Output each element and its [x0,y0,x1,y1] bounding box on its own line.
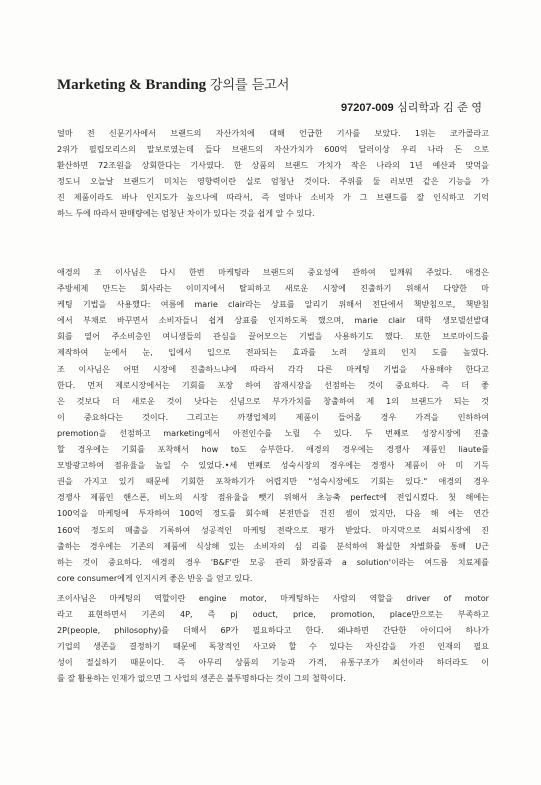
text-line: 경쟁사 제품인 핸스폰, 비노의 시장 점유율을 뺏기 위해서 초능축 perfect에 전입시켰다. 첫 해에는 [57,492,489,503]
text-line: 2위가 필립모리스의 말보로였는데 들다 브랜드의 자산가치가 600억 달러이상 우리 나라 돈 으로 [57,144,489,155]
text-line: 이 중요하다는 것이다. 그리고는 까쟁업체의 제품이 들어올 경우 가격을 인하하여 [57,411,489,422]
text-line: 기업의 생존을 결정하기 때문에 독창적인 사고와 할 수 있다는 자신감을 가진 인재의 필요 [57,641,489,652]
text-line: 케팅 기법을 사용했다: 여름에 marie clair라는 상표를 알리기 위해서 전단에서 책받침으로, 책받침 [57,299,489,310]
text-line: 제작하여 눈에서 눈, 입에서 입으로 전파되는 효과를 노려 상표의 인지 도를 높였다. [57,347,489,358]
text-line: 2P(people, philosophy)를 더해서 6P가 필요하다고 한다. 왜냐하면 간단한 아이디어 하나가 [57,625,489,636]
title-korean: 강의를 듣고서 [209,78,290,93]
text-line: 하는 것이 중요하다. 애경의 경우 'B&F'란 모공 관리 화장품과 a solution'이라는 여드름 치료제를 [57,556,489,567]
text-line: 환산하면 72조원을 상회한다는 기사였다. 한 상품의 브랜드 가치가 작은 나라의 1년 예산과 맞먹을 [57,160,489,171]
text-line: 은 것보다 더 새로운 것이 낫다는 신념으로 부가가치를 창출하여 제 1의 브랜드가 되는 것 [57,395,489,406]
text-line: 160억 정도의 매출을 기록하여 성공적인 마케팅 전략으로 평가 받았다. 마지막으로 쇠퇴시장에 진 [57,524,489,535]
text-line: 한다. 먼저 제로시장에서는 기회를 포장 하여 잠재시장을 선점하는 것이 중요하다. 즉 더 좋 [57,379,489,390]
paragraph-1 [57,125,489,222]
text-line: 조 이사님은 어떤 시장에 진출하느냐에 따라서 각각 다른 마케팅 기법을 사용해야 한다고 [57,363,489,374]
text-line: 성이 절실하기 때문이다. 즉 아무리 상품의 기능과 가격, 유통구조가 최선이라 하더라도 이 [57,657,489,668]
student-id: 97207-009 [341,102,394,114]
paragraph-3 [57,590,489,687]
text-line: 회를 열어 주소비층인 여니생들의 관심을 끌어모으는 기법을 사용하기도 했다. 또한 브로마이드를 [57,331,489,342]
text-line: 에서 부채로 바꾸면서 소비자들니 쉽게 상표를 인지하도록 했으며, marie clair 대학 생모델선발대 [57,315,489,326]
document-title [57,74,289,94]
department: 심리학과 [397,101,440,114]
author-name: 김 준 영 [443,101,482,114]
text-line: 라고 표현하면서 기존의 4P, 즉 pj oduct, price, promotion, place만으로는 부족하고 [57,609,489,620]
text-line: 출하는 경우에는 기존의 제품에 식상해 있는 소비자의 심 리를 분석하여 확실한 차별화를 통해 U근 [57,540,489,551]
author-byline [341,99,482,115]
text-line: 모방광고하여 점유율을 높일 수 있었다.•세 번째로 성숙시장의 경우에는 경쟁사 제품이 아 미 기득 [57,460,489,471]
text-line: 할 경우에는 기회를 포착해서 how to도 승부한다. 애경의 경우에는 경쟁사 제품인 liaute를 [57,444,489,455]
text-line: 주방세제 만드는 회사라는 이미지에서 탈피하고 새로운 시장에 진출하기 위해서 다양한 마 [57,283,489,294]
text-line: 조이사님은 마케팅의 역할이란 engine motor, 마케팅하는 사람의 역할을 driver of motor [57,593,489,603]
text-line: premotion을 선점하고 marketing에서 아전인수를 노릴 수 있다. 두 번째로 성장시장에 진출 [57,427,489,438]
text-line: 를 잘 활용하는 인재가 없으면 그 사업의 생존은 불투명하다는 것이 그의 철학이다. [57,673,346,684]
text-line: core consumer에게 인지시켜 좋은 반응 을 얻고 있다. [57,572,253,583]
paragraph-2 [57,264,489,586]
text-line: 100억을 마케팅에 투자하여 100억 정도를 회수해 본전만을 건진 셈이 었지만, 다음 해 에는 연간 [57,508,489,519]
text-line: 하느 두에 따라서 판매량에는 엄청난 차이가 있다는 것을 쉽게 알 수 있다. [57,208,315,219]
text-line: 정도니 오늘날 브랜드기 미치는 영향력이란 실로 엄청난 것이다. 주위를 둘 러보면 같은 기능을 가 [57,176,489,187]
text-line: 권을 가지고 있기 때문에 기회한 포착하기가 어렵지만 "성숙시장에도 기회는 있다." 애경의 경우 [57,476,489,487]
text-line: 얼마 전 신문기사에서 브랜드의 자산가치에 대해 언급한 기사를 보았다. 1위는 코카콜라고 [57,128,489,138]
text-line: 진 제품이라도 바나 인지도가 높으나에 따라서, 즉 얼마나 소비자 가 그 브랜드를 잘 인식하고 기억 [57,192,489,203]
text-line: 애경의 조 이사님은 다시 한번 마케팅라 브랜드의 중요성에 관하여 일깨워 주었다. 애경은 [57,267,489,277]
title-english: Marketing & Branding [57,77,207,93]
